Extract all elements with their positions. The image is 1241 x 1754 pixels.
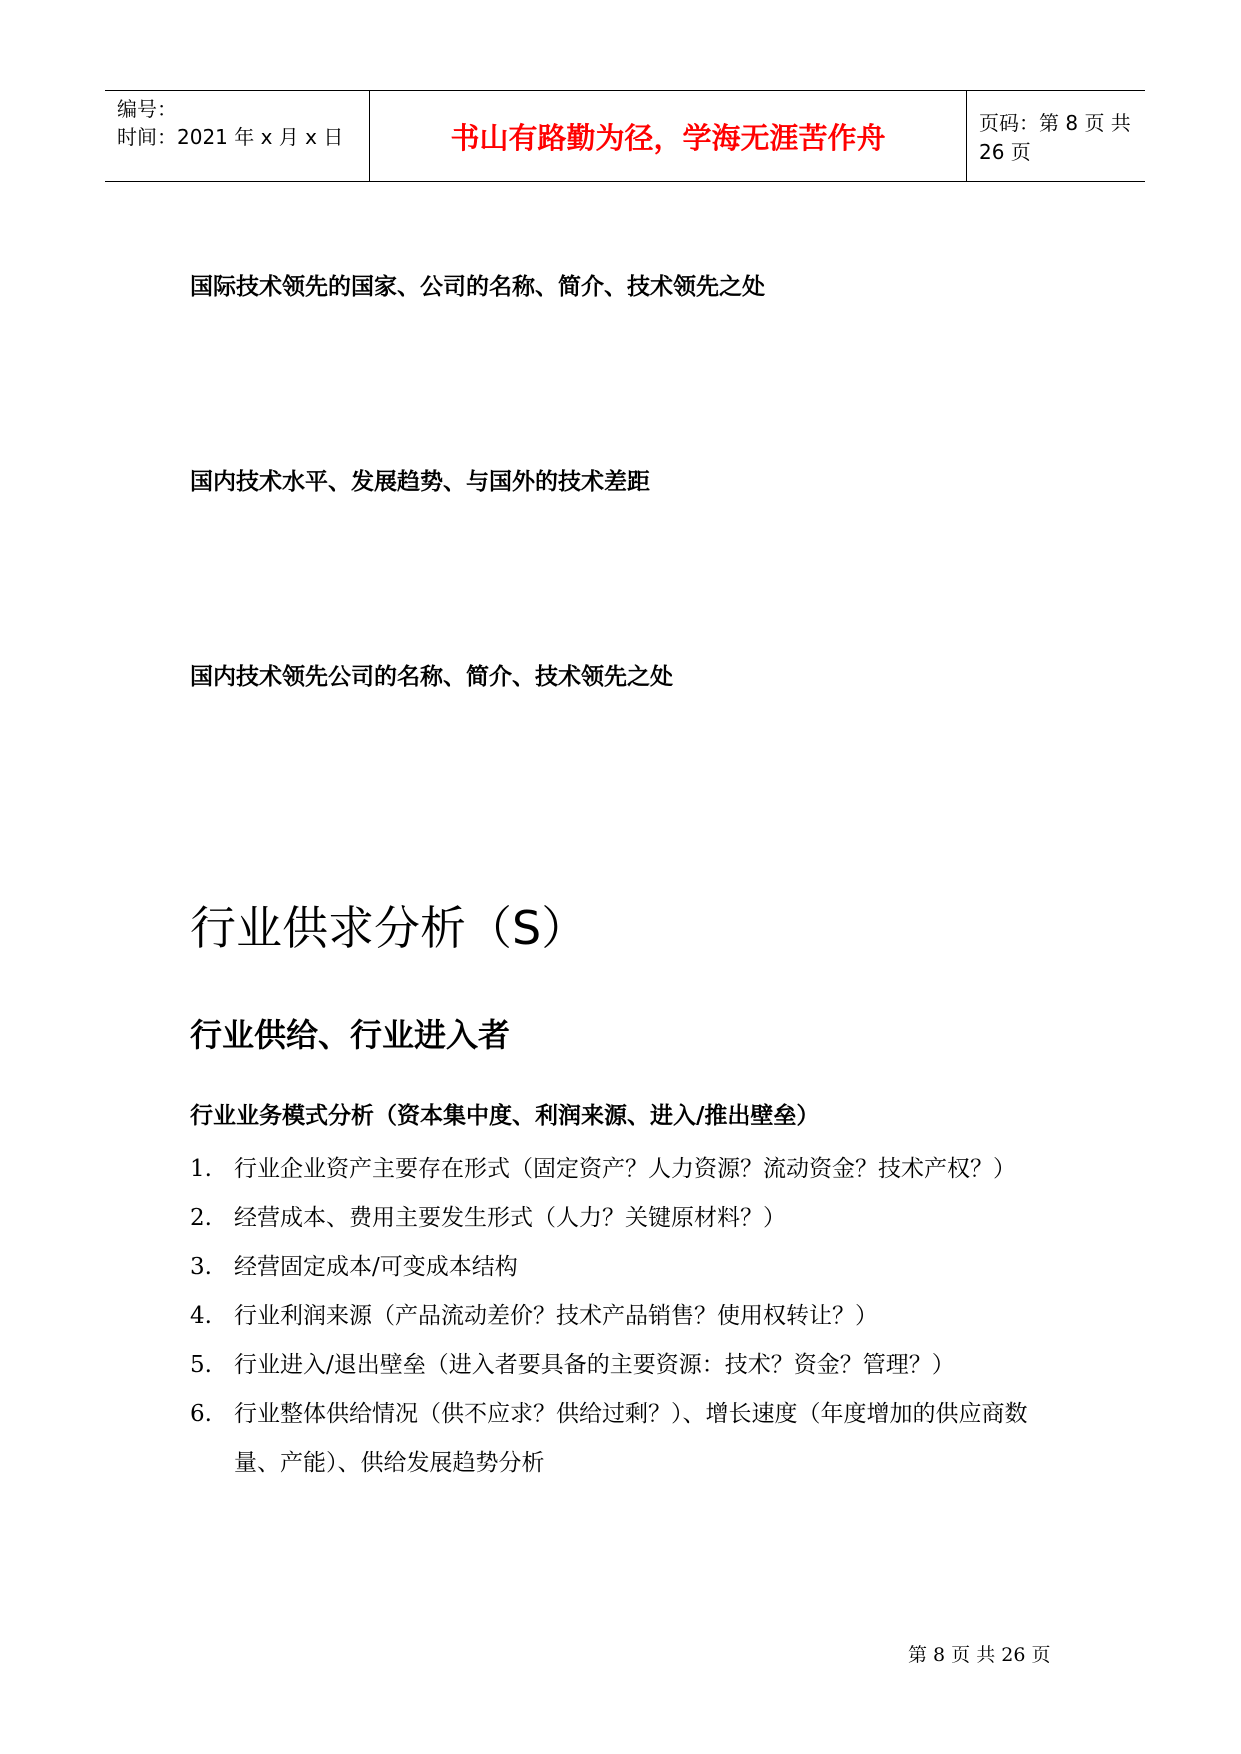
list-item-number: 4.: [190, 1303, 212, 1329]
list-item: [190, 1390, 1070, 1488]
list-item-text: 行业整体供给情况（供不应求？供给过剩？）、增长速度（年度增加的供应商数量、产能）、供给发展趋势分析: [234, 1401, 1028, 1476]
header-meta: [105, 91, 370, 181]
page-footer: 第 8 页 共 26 页: [908, 1644, 1051, 1666]
subsection-heading-supply: 行业供给、行业进入者: [190, 1016, 511, 1054]
list-item: [190, 1243, 1070, 1292]
list-item-number: 3.: [190, 1254, 212, 1280]
document-number-label: 编号：: [117, 97, 177, 121]
list-item: [190, 1341, 1070, 1390]
list-item-text: 经营固定成本/可变成本结构: [234, 1254, 518, 1280]
list-item-text: 行业利润来源（产品流动差价？技术产品销售？使用权转让？）: [234, 1303, 878, 1329]
list-item-number: 1.: [190, 1156, 212, 1182]
domestic-tech-level-line: 国内技术水平、发展趋势、与国外的技术差距: [190, 469, 650, 495]
list-item-text: 经营成本、费用主要发生形式（人力？关键原材料？）: [234, 1205, 786, 1231]
header-page-number: 页码：第 8 页 共 26 页: [979, 111, 1131, 164]
document-time-label: 时间：2021 年 x 月 x 日: [117, 125, 344, 149]
list-item-text: 行业进入/退出壁垒（进入者要具备的主要资源：技术？资金？管理？）: [234, 1352, 955, 1378]
list-item-number: 6.: [190, 1401, 212, 1427]
list-item: [190, 1145, 1070, 1194]
list-item-text: 行业企业资产主要存在形式（固定资产？人力资源？流动资金？技术产权？）: [234, 1156, 1016, 1182]
international-tech-line: 国际技术领先的国家、公司的名称、简介、技术领先之处: [190, 274, 765, 300]
list-item: [190, 1194, 1070, 1243]
page-header: [105, 90, 1145, 182]
business-model-heading: 行业业务模式分析（资本集中度、利润来源、进入/推出壁垒）: [190, 1103, 820, 1129]
list-item-number: 5.: [190, 1352, 212, 1378]
list-item: [190, 1292, 1070, 1341]
domestic-leading-companies-line: 国内技术领先公司的名称、简介、技术领先之处: [190, 664, 673, 690]
list-item-number: 2.: [190, 1205, 212, 1231]
header-motto: 书山有路勤为径，学海无涯苦作舟: [370, 91, 967, 181]
section-heading-supply-demand: 行业供求分析（S）: [190, 901, 588, 955]
analysis-list: [190, 1145, 1070, 1488]
